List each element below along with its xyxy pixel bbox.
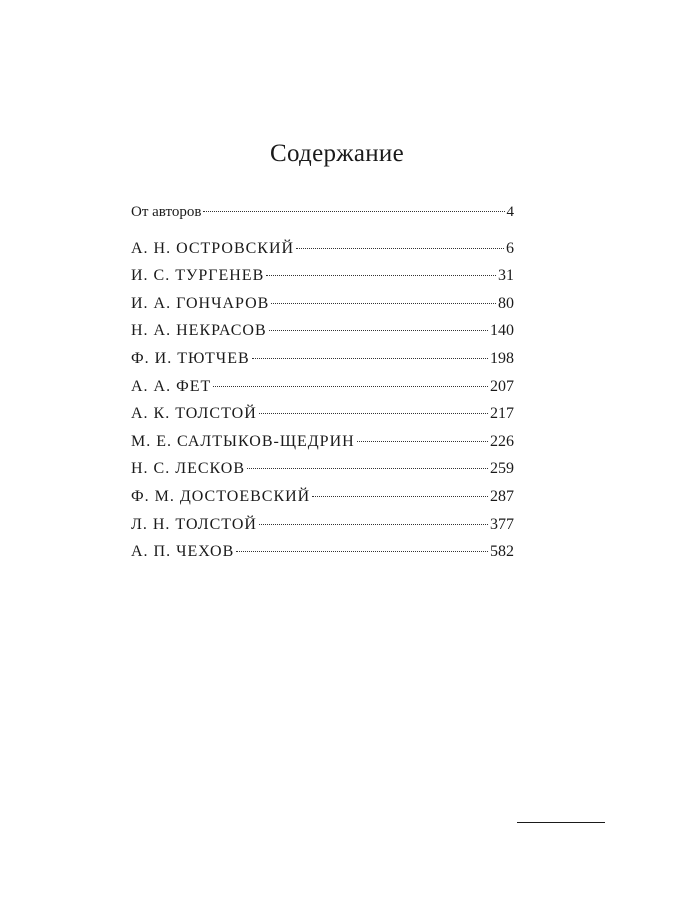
toc-entry-label: Ф. И. ТЮТЧЕВ (131, 349, 250, 367)
toc-row (131, 267, 514, 295)
toc-entry-label: А. А. ФЕТ (131, 377, 212, 395)
toc-row (131, 543, 514, 571)
dot-leader (269, 330, 488, 331)
toc-row (131, 295, 514, 323)
toc-entry-page: 31 (498, 267, 514, 285)
toc-entry-page: 207 (490, 377, 514, 395)
dot-leader (247, 468, 488, 469)
dot-leader (296, 248, 504, 249)
toc-entry-page: 287 (490, 487, 514, 505)
dot-leader (312, 496, 488, 497)
toc-entry-label: Л. Н. ТОЛСТОЙ (131, 515, 257, 533)
toc-row (131, 240, 514, 268)
toc-entry-label: А. К. ТОЛСТОЙ (131, 405, 257, 423)
toc-entry-label: А. Н. ОСТРОВСКИЙ (131, 239, 295, 257)
toc-entry-page: 259 (490, 460, 514, 478)
dot-leader (203, 211, 504, 212)
page-title: Содержание (270, 140, 404, 167)
toc-entry-label: И. С. ТУРГЕНЕВ (131, 267, 265, 285)
toc-row (131, 322, 514, 350)
dot-leader (252, 358, 488, 359)
toc-entry-page: 377 (490, 515, 514, 533)
footer-rule (517, 822, 605, 823)
toc-intro-page: 4 (506, 204, 514, 220)
dot-leader (236, 551, 488, 552)
toc-entry-page: 217 (490, 405, 514, 423)
toc-entry-label: М. Е. САЛТЫКОВ-ЩЕДРИН (131, 432, 355, 450)
table-of-contents (131, 204, 514, 571)
toc-row (131, 460, 514, 488)
toc-entry-page: 226 (490, 432, 514, 450)
toc-row (131, 488, 514, 516)
dot-leader (259, 524, 488, 525)
toc-row (131, 516, 514, 544)
dot-leader (259, 413, 488, 414)
toc-entry-page: 140 (490, 322, 514, 340)
toc-entry-label: Н. С. ЛЕСКОВ (131, 460, 246, 478)
toc-entry-page: 80 (498, 294, 514, 312)
toc-entry-page: 582 (490, 543, 514, 561)
toc-entry-label: Ф. М. ДОСТОЕВСКИЙ (131, 487, 311, 505)
toc-entry-page: 6 (506, 239, 514, 257)
toc-entry-label: Н. А. НЕКРАСОВ (131, 322, 267, 340)
toc-row (131, 433, 514, 461)
toc-intro-label: От авторов (131, 204, 202, 220)
toc-row (131, 405, 514, 433)
dot-leader (266, 275, 496, 276)
dot-leader (271, 303, 496, 304)
toc-row (131, 378, 514, 406)
toc-entry-page: 198 (490, 349, 514, 367)
toc-entry-label: И. А. ГОНЧАРОВ (131, 294, 270, 312)
dot-leader (357, 441, 488, 442)
dot-leader (213, 386, 488, 387)
toc-entry-label: А. П. ЧЕХОВ (131, 543, 235, 561)
toc-row (131, 350, 514, 378)
toc-intro-row (131, 204, 514, 232)
